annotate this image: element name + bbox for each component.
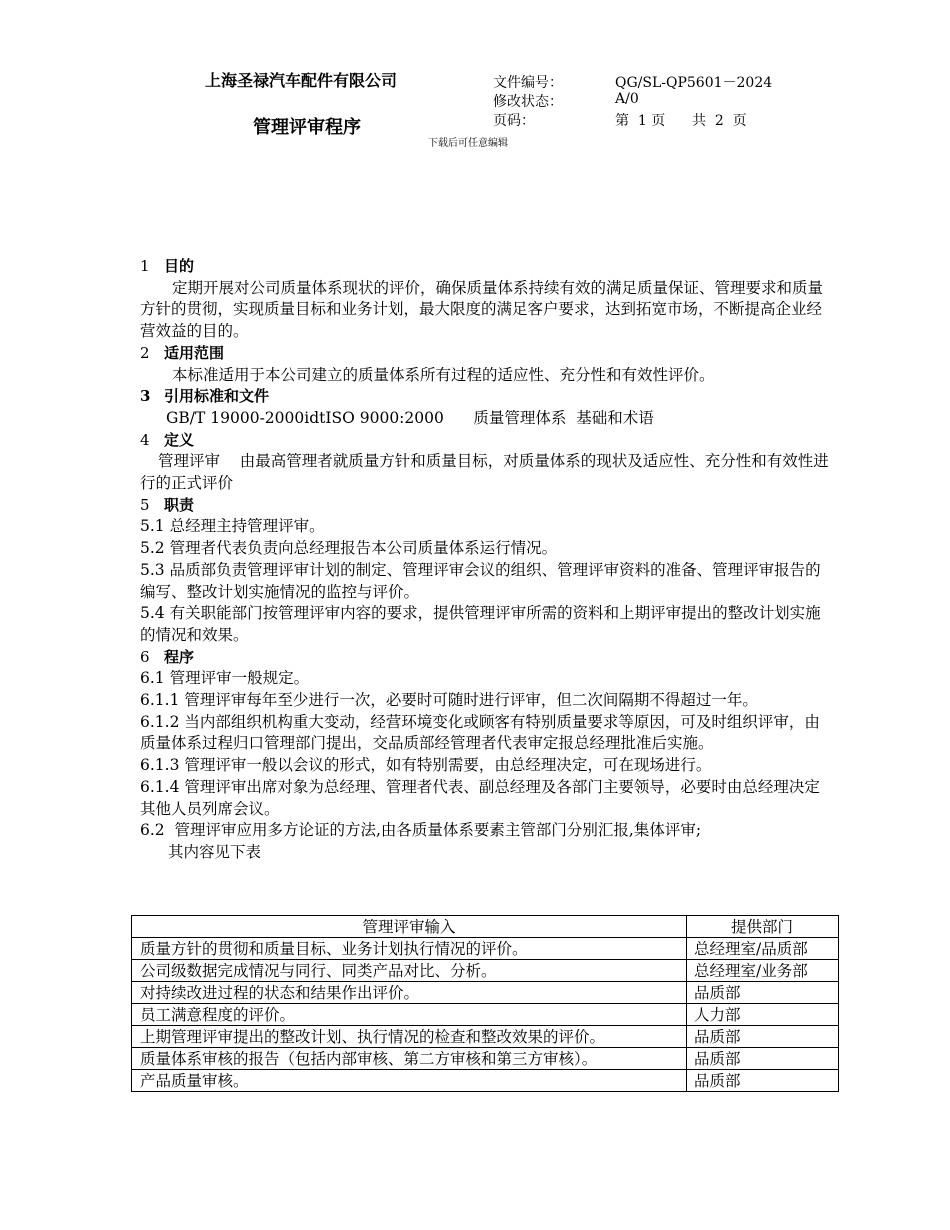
revision-status: A/0 (615, 91, 639, 107)
section-1-heading: 1 目的 (140, 257, 195, 275)
table-row (132, 960, 839, 982)
table-cell-department: 品质部 (687, 1048, 839, 1070)
section-3-heading: 3 引用标准和文件 (140, 387, 270, 406)
table-row (132, 1070, 839, 1092)
table-row (132, 1048, 839, 1070)
table-cell-department: 总经理室/业务部 (687, 960, 839, 982)
section-5-4: 5.4 有关职能部门按管理评审内容的要求，提供管理评审所需的资料和上期评审提出的整改计划实施的情况和效果。 (140, 604, 821, 644)
table-cell-input: 质量方针的贯彻和质量目标、业务计划执行情况的评价。 (132, 938, 687, 960)
table-cell-input: 产品质量审核。 (132, 1070, 687, 1092)
doc-number: QG/SL-QP5601－2024 (615, 75, 773, 91)
section-5-heading: 5 职责 (140, 495, 195, 514)
review-input-table (131, 915, 839, 1092)
doc-number-label: 文件编号： (493, 75, 563, 91)
section-6-1-3: 6.1.3 管理评审一般以会议的形式，如有特别需要，由总经理决定，可在现场进行。 (140, 756, 712, 775)
table-cell-department: 人力部 (687, 1004, 839, 1026)
section-6-1: 6.1 管理评审一般规定。 (140, 669, 310, 688)
table-cell-department: 总经理室/品质部 (687, 938, 839, 960)
table-cell-department: 品质部 (687, 1026, 839, 1048)
header-department: 提供部门 (687, 916, 839, 938)
section-4-heading: 4 定义 (140, 430, 195, 449)
table-row (132, 982, 839, 1004)
section-3-text: GB/T 19000-2000idtISO 9000:2000 质量管理体系 基础和术语 (166, 408, 654, 427)
section-6-1-2: 6.1.2 当内部组织机构重大变动，经营环境变化或顾客有特别质量要求等原因，可及时组织评审，由质量体系过程归口管理部门提出，交品质部经管理者代表审定报总经理批准后实施。 (140, 712, 820, 753)
document-body (140, 256, 830, 864)
table-cell-input: 上期管理评审提出的整改计划、执行情况的检查和整改效果的评价。 (132, 1026, 687, 1048)
edit-note: 下载后可任意编辑 (428, 138, 508, 149)
section-6-1-1: 6.1.1 管理评审每年至少进行一次，必要时可随时进行评审，但二次间隔期不得超过一年。 (140, 691, 758, 710)
table-row (132, 1026, 839, 1048)
revision-label: 修改状态： (493, 94, 563, 110)
section-6-heading: 6 程序 (140, 647, 195, 666)
section-2-heading: 2 适用范围 (140, 343, 225, 362)
header-review-input: 管理评审输入 (132, 916, 687, 938)
table-cell-input: 公司级数据完成情况与同行、同类产品对比、分析。 (132, 960, 687, 982)
document-title: 管理评审程序 (253, 117, 361, 138)
table-cell-department: 品质部 (687, 1070, 839, 1092)
section-6-2: 6.2 管理评审应用多方论证的方法,由各质量体系要素主管部门分别汇报,集体评审; (140, 821, 702, 840)
section-6-1-4: 6.1.4 管理评审出席对象为总经理、管理者代表、副总经理及各部门主要领导，必要时由总经理决定其他人员列席会议。 (140, 777, 820, 818)
table-cell-input: 质量体系审核的报告（包括内部审核、第二方审核和第三方审核）。 (132, 1048, 687, 1070)
section-5-1: 5.1 总经理主持管理评审。 (140, 517, 325, 536)
section-4-text: 管理评审 由最高管理者就质量方针和质量目标，对质量体系的现状及适应性、充分性和有效性进行的正式评价 (140, 452, 829, 493)
section-1-text: 定期开展对公司质量体系现状的评价，确保质量体系持续有效的满足质量保证、管理要求和质量方针的贯彻，实现质量目标和业务计划，最大限度的满足客户要求，达到拓宽市场，不断提高企业经营效益的目的。 (140, 278, 824, 341)
table-row (132, 1004, 839, 1026)
table-header-row (132, 916, 839, 938)
page-label: 页码： (493, 113, 535, 129)
section-5-3: 5.3 品质部负责管理评审计划的制定、管理评审会议的组织、管理评审资料的准备、管理评审报告的编写、整改计划实施情况的监控与评价。 (140, 560, 821, 601)
table-cell-department: 品质部 (687, 982, 839, 1004)
section-5-2: 5.2 管理者代表负责向总经理报告本公司质量体系运行情况。 (140, 539, 558, 558)
section-6-2-continued: 其内容见下表 (168, 842, 262, 861)
table-cell-input: 对持续改进过程的状态和结果作出评价。 (132, 982, 687, 1004)
table-cell-input: 员工满意程度的评价。 (132, 1004, 687, 1026)
company-name: 上海圣禄汽车配件有限公司 (205, 71, 398, 90)
page-number: 第 1 页 共 2 页 (615, 113, 747, 129)
section-2-text: 本标准适用于本公司建立的质量体系所有过程的适应性、充分性和有效性评价。 (172, 365, 715, 384)
table-row (132, 938, 839, 960)
